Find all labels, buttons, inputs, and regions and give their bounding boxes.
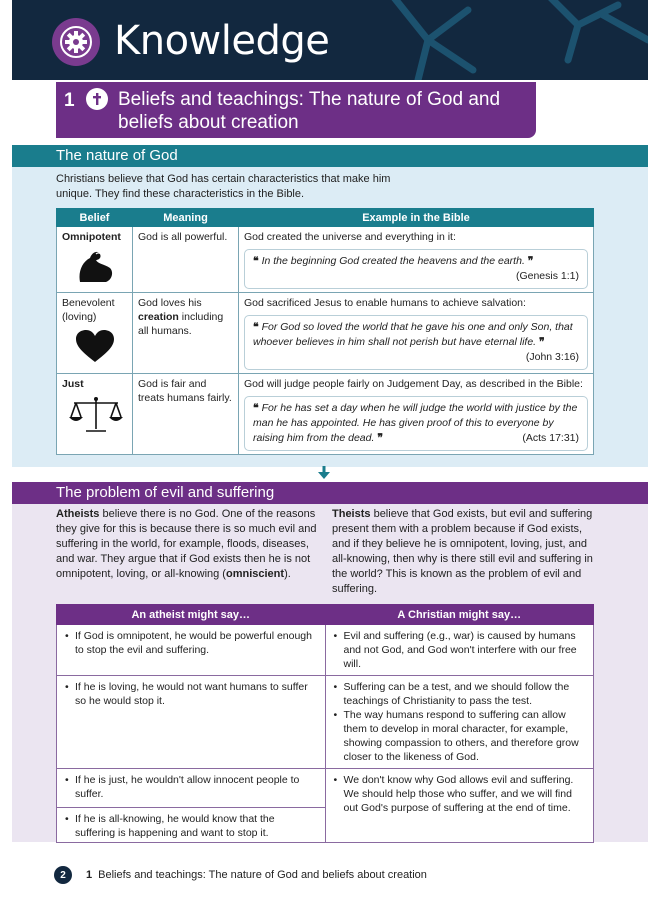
- table-row: [57, 293, 594, 374]
- belief-cell: [57, 374, 133, 455]
- example-cell: [239, 227, 594, 293]
- flexed-arm-icon: [74, 248, 116, 284]
- nature-intro: Christians believe that God has certain characteristics that make him unique. They find these characteristics in the Bible.: [56, 173, 391, 200]
- quote-reference: (Acts 17:31): [522, 432, 579, 444]
- nature-of-god-panel: [12, 145, 648, 467]
- list-item: • If he is loving, he would not want humans to suffer so he would stop it.: [65, 680, 317, 708]
- belief-label: Just: [62, 378, 84, 390]
- footer-title: Beliefs and teachings: The nature of God and beliefs about creation: [98, 869, 427, 881]
- example-text: God will judge people fairly on Judgement Day, as described in the Bible:: [244, 378, 583, 390]
- list-item: • Suffering can be a test, and we should follow the teachings of Christianity to pass the test.: [334, 680, 586, 708]
- theists-term: Theists: [332, 508, 371, 520]
- header-example: Example in the Bible: [239, 209, 594, 227]
- quote-text: In the beginning God created the heavens and the earth.: [261, 255, 525, 267]
- table-row: [57, 625, 594, 676]
- quote-box: ❝ For God so loved the world that he gave his one and only Son, that whoever believes in him shall not perish but have eternal life. ❞ (John 3:16): [244, 315, 588, 370]
- list-item: • Evil and suffering (e.g., war) is caused by humans and not God, and God won't interfere with our free will.: [334, 629, 586, 671]
- list-item: • If he is just, he wouldn't allow innocent people to suffer.: [65, 773, 317, 801]
- section-header: [56, 82, 536, 138]
- theist-paragraph: Theists believe that God exists, but evil and suffering present them with a problem because if God exists, and if they believe he is omnipotent, loving, just, and all-knowing, then why is there still evil and suffering in the world? This is known as the problem of evil and suffering.: [332, 508, 593, 595]
- header-meaning: Meaning: [133, 209, 239, 227]
- quote-text: For God so loved the world that he gave his one and only Son, that whoever believes in him shall not perish but have eternal life.: [253, 321, 573, 348]
- header-banner: [12, 0, 648, 80]
- section-number: 1: [64, 90, 75, 111]
- table-row: [57, 676, 594, 769]
- header-christian: A Christian might say…: [325, 605, 594, 625]
- page-number: 2: [54, 866, 72, 884]
- heart-icon: [74, 328, 116, 364]
- quote-box: ❝ For he has set a day when he will judge the world with justice by the man he has appointed. He has given proof of this to everyone by raising him from the dead. ❞ (Acts 17:31): [244, 396, 588, 451]
- belief-label: Omnipotent: [62, 231, 121, 243]
- list-item: • The way humans respond to suffering can allow them to develop in moral character, for example, showing compassion to others, and therefore grow closer to the likeness of God.: [334, 708, 586, 764]
- evil-heading: The problem of evil and suffering: [12, 482, 648, 504]
- list-item: • If God is omnipotent, he would be powerful enough to stop the evil and suffering.: [65, 629, 317, 657]
- nature-heading: The nature of God: [12, 145, 648, 167]
- atheists-term: Atheists: [56, 508, 100, 520]
- problem-of-evil-panel: [12, 482, 648, 842]
- quote-reference: (Genesis 1:1): [515, 270, 579, 282]
- table-row: [57, 227, 594, 293]
- arrow-down-icon: [317, 466, 331, 480]
- atheist-christian-table: [56, 604, 594, 843]
- meaning-cell: God is fair and treats humans fairly.: [133, 374, 239, 455]
- nature-table: [56, 208, 594, 455]
- cross-icon: [86, 88, 108, 110]
- page-footer: [54, 865, 427, 885]
- example-cell: [239, 374, 594, 455]
- header-atheist: An atheist might say…: [57, 605, 326, 625]
- gear-icon: [52, 18, 100, 66]
- table-row: [57, 769, 594, 843]
- belief-label: Benevolent (loving): [62, 297, 115, 323]
- example-text: God created the universe and everything in it:: [244, 231, 456, 243]
- atheist-paragraph: Atheists believe there is no God. One of the reasons they give for this is because there is so much evil and suffering in the world, for example, floods, diseases, and war. They argue that if God exists then he is not omnipotent, loving, or all-knowing (omniscient).: [56, 508, 317, 580]
- list-item: • If he is all-knowing, he would know that the suffering is happening and want to stop it.: [65, 812, 317, 840]
- decorative-pattern-icon: [348, 0, 648, 80]
- example-text: God sacrificed Jesus to enable humans to achieve salvation:: [244, 297, 526, 309]
- meaning-cell: God is all powerful.: [133, 227, 239, 293]
- page-title: Knowledge: [114, 18, 330, 64]
- meaning-cell: God loves his creation including all humans.: [133, 293, 239, 374]
- belief-cell: [57, 293, 133, 374]
- header-belief: Belief: [57, 209, 133, 227]
- quote-box: ❝ In the beginning God created the heavens and the earth. ❞ (Genesis 1:1): [244, 249, 588, 289]
- omniscient-term: omniscient: [225, 568, 285, 580]
- scales-icon: [68, 395, 124, 435]
- creation-term: creation: [138, 311, 179, 323]
- list-item: • We don't know why God allows evil and suffering. We should help those who suffer, and we will find out God's purpose of suffering at the end of time.: [334, 773, 586, 815]
- footer-section-number: 1: [86, 869, 93, 881]
- table-row: [57, 374, 594, 455]
- section-title: Beliefs and teachings: The nature of God and beliefs about creation: [118, 89, 501, 133]
- quote-text: For he has set a day when he will judge the world with justice by the man he has appointed. He has given proof of this to everyone by raising him from the dead.: [253, 402, 578, 444]
- belief-cell: [57, 227, 133, 293]
- quote-reference: (John 3:16): [525, 351, 579, 363]
- example-cell: [239, 293, 594, 374]
